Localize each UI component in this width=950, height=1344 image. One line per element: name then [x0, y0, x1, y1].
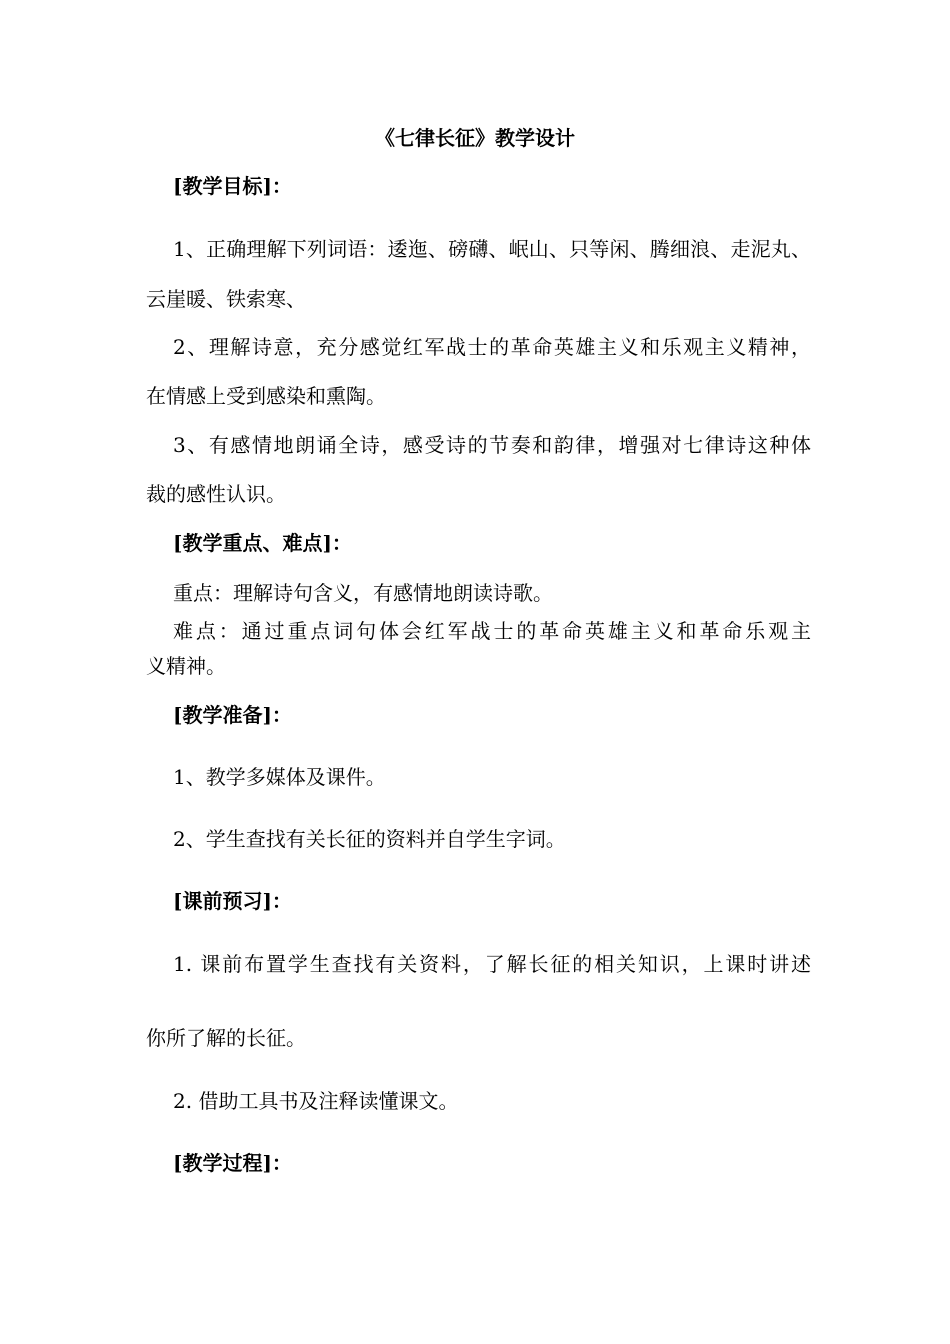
- preview-item-2: 2. 借助工具书及注释读懂课文。: [173, 1089, 459, 1113]
- preparation-item-1: 1、教学多媒体及课件。: [173, 765, 386, 789]
- preview-heading: [课前预习]：: [173, 889, 292, 913]
- objective-item-3-line-1: 3、有感情地朗诵全诗，感受诗的节奏和韵律，增强对七律诗这种体: [173, 433, 811, 457]
- preview-item-1-line-2: 你所了解的长征。: [146, 1026, 306, 1050]
- process-heading: [教学过程]：: [173, 1151, 292, 1175]
- document-title: 《七律长征》教学设计: [375, 126, 575, 150]
- preparation-heading: [教学准备]：: [173, 703, 292, 727]
- focus-point: 重点：理解诗句含义，有感情地朗读诗歌。: [173, 581, 553, 605]
- difficulty-point-line-2: 义精神。: [146, 654, 226, 678]
- objective-item-1-line-1: 1、正确理解下列词语：逶迤、磅礴、岷山、只等闲、腾细浪、走泥丸、: [173, 237, 811, 261]
- objective-item-2-line-2: 在情感上受到感染和熏陶。: [146, 384, 386, 408]
- difficulty-point-line-1: 难点：通过重点词句体会红军战士的革命英雄主义和革命乐观主: [173, 619, 811, 643]
- objectives-heading: [教学目标]：: [173, 174, 292, 198]
- key-points-heading: [教学重点、难点]：: [173, 531, 352, 555]
- objective-item-2-line-1: 2、理解诗意，充分感觉红军战士的革命英雄主义和乐观主义精神，: [173, 335, 811, 359]
- preparation-item-2: 2、学生查找有关长征的资料并自学生字词。: [173, 827, 566, 851]
- objective-item-3-line-2: 裁的感性认识。: [146, 482, 286, 506]
- preview-item-1-line-1: 1. 课前布置学生查找有关资料，了解长征的相关知识，上课时讲述: [173, 952, 811, 976]
- objective-item-1-line-2: 云崖暖、铁索寒、: [146, 287, 306, 311]
